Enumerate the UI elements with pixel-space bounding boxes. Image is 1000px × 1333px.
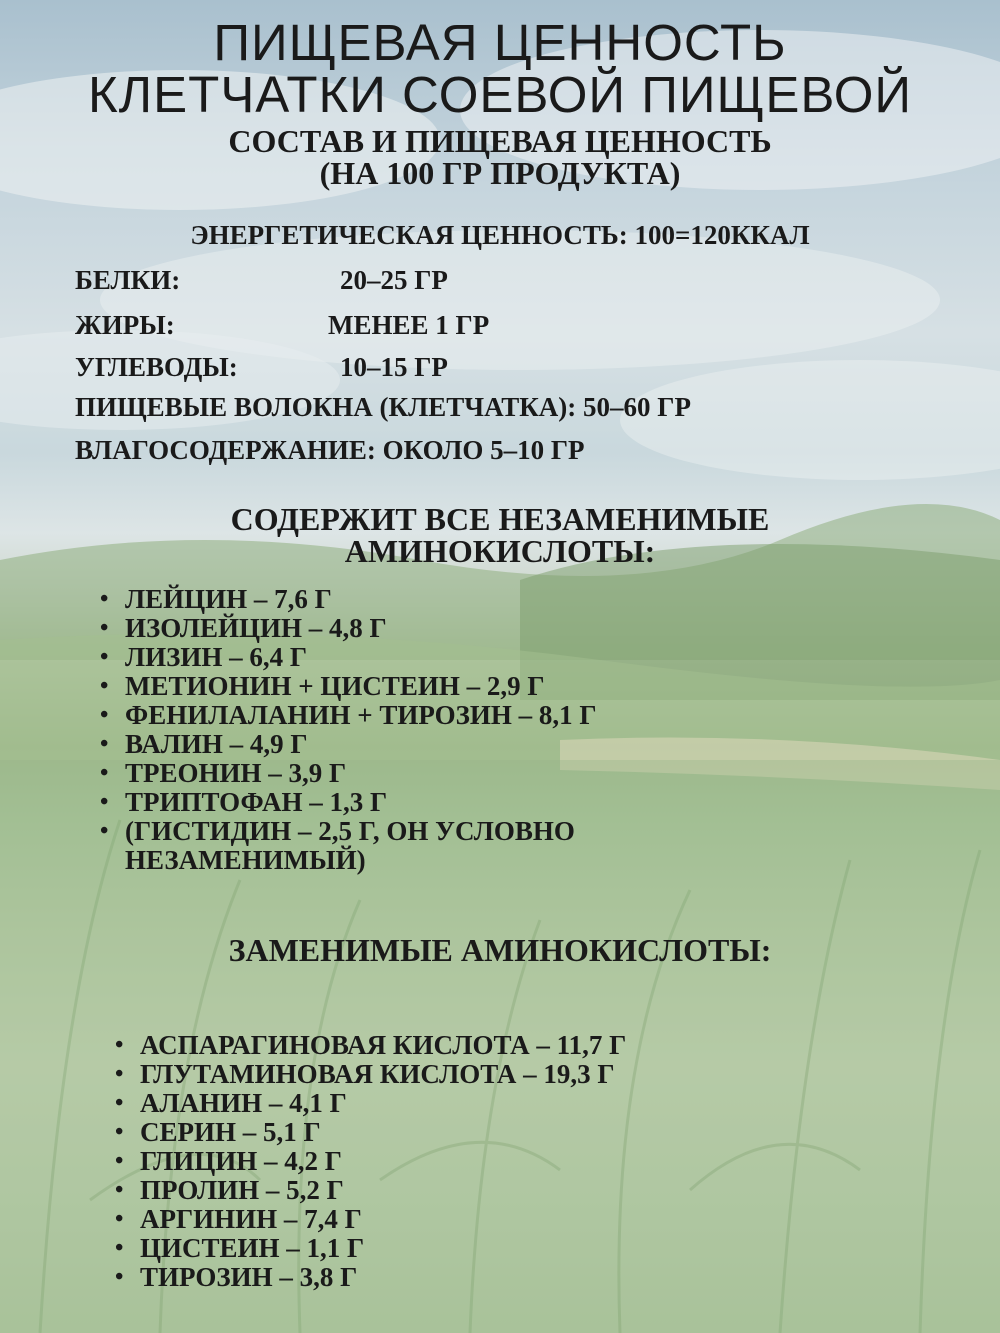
fat-value: МЕНЕЕ 1 ГР bbox=[328, 310, 490, 340]
protein-label: БЕЛКИ: bbox=[75, 265, 181, 295]
essential-heading-line2: АМИНОКИСЛОТЫ: bbox=[344, 533, 656, 569]
list-item: • (ГИСТИДИН – 2,5 Г, ОН УСЛОВНО bbox=[100, 817, 597, 846]
list-item: • ВАЛИН – 4,9 Г bbox=[100, 730, 597, 759]
poster-title-line2: КЛЕТЧАТКИ СОЕВОЙ ПИЩЕВОЙ bbox=[87, 66, 913, 123]
moisture-value: ВЛАГОСОДЕРЖАНИЕ: ОКОЛО 5–10 ГР bbox=[75, 435, 585, 465]
essential-amino-list bbox=[100, 585, 597, 875]
fat-label: ЖИРЫ: bbox=[75, 310, 175, 340]
list-item: • ТИРОЗИН – 3,8 Г bbox=[115, 1263, 626, 1292]
fiber-value: ПИЩЕВЫЕ ВОЛОКНА (КЛЕТЧАТКА): 50–60 ГР bbox=[75, 392, 691, 422]
list-item: • ПРОЛИН – 5,2 Г bbox=[115, 1176, 626, 1205]
list-item: • ИЗОЛЕЙЦИН – 4,8 Г bbox=[100, 614, 597, 643]
nonessential-amino-list bbox=[115, 1031, 626, 1292]
list-item-continuation: НЕЗАМЕНИМЫЙ) bbox=[125, 845, 366, 875]
subtitle-line1: СОСТАВ И ПИЩЕВАЯ ЦЕННОСТЬ bbox=[228, 123, 772, 159]
protein-value: 20–25 ГР bbox=[340, 265, 448, 295]
list-item: • ТРИПТОФАН – 1,3 Г bbox=[100, 788, 597, 817]
energy-value: ЭНЕРГЕТИЧЕСКАЯ ЦЕННОСТЬ: 100=120ККАЛ bbox=[190, 220, 810, 250]
list-item: • ГЛУТАМИНОВАЯ КИСЛОТА – 19,3 Г bbox=[115, 1060, 626, 1089]
list-item: • ТРЕОНИН – 3,9 Г bbox=[100, 759, 597, 788]
subtitle-line2: (НА 100 ГР ПРОДУКТА) bbox=[319, 155, 681, 191]
carbs-value: 10–15 ГР bbox=[340, 352, 448, 382]
list-item: • ЛИЗИН – 6,4 Г bbox=[100, 643, 597, 672]
poster-title-line1: ПИЩЕВАЯ ЦЕННОСТЬ bbox=[213, 14, 787, 71]
list-item: • МЕТИОНИН + ЦИСТЕИН – 2,9 Г bbox=[100, 672, 597, 701]
essential-heading-line1: СОДЕРЖИТ ВСЕ НЕЗАМЕНИМЫЕ bbox=[230, 501, 770, 537]
list-item: • ФЕНИЛАЛАНИН + ТИРОЗИН – 8,1 Г bbox=[100, 701, 597, 730]
list-item: • АСПАРАГИНОВАЯ КИСЛОТА – 11,7 Г bbox=[115, 1031, 626, 1060]
list-item: • АРГИНИН – 7,4 Г bbox=[115, 1205, 626, 1234]
list-item: • АЛАНИН – 4,1 Г bbox=[115, 1089, 626, 1118]
list-item: • ЦИСТЕИН – 1,1 Г bbox=[115, 1234, 626, 1263]
list-item: • ГЛИЦИН – 4,2 Г bbox=[115, 1147, 626, 1176]
carbs-label: УГЛЕВОДЫ: bbox=[75, 352, 238, 382]
list-item: • СЕРИН – 5,1 Г bbox=[115, 1118, 626, 1147]
list-item: • ЛЕЙЦИН – 7,6 Г bbox=[100, 585, 597, 614]
nonessential-heading: ЗАМЕНИМЫЕ АМИНОКИСЛОТЫ: bbox=[228, 932, 772, 968]
